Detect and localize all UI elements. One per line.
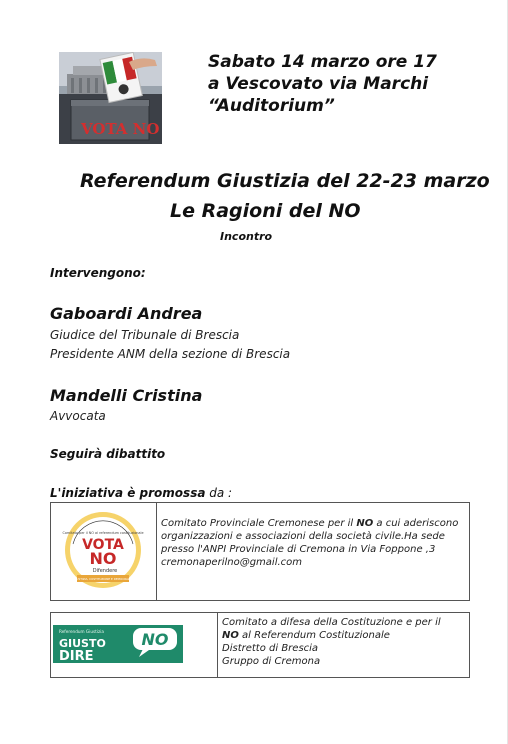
logo-giusto-text: GIUSTO bbox=[59, 637, 106, 650]
promoter-logo-cell bbox=[51, 503, 157, 600]
promoter-text-part: a cui aderiscono organizzazioni e associazioni della società civile.Ha sede presso l'ANPI Provinciale di Cremona in Via Foppone ,3 cremonaperilno@gmail.com bbox=[161, 518, 459, 568]
promoters-heading-suffix: da : bbox=[205, 486, 233, 500]
promoter-line bbox=[222, 629, 465, 642]
followup-text: Seguirà dibattito bbox=[50, 447, 166, 461]
poster-vota-no-text: VOTA NO bbox=[81, 120, 160, 138]
badge-no-text: NO bbox=[89, 549, 117, 568]
event-date-time: Sabato 14 marzo ore 17 bbox=[208, 52, 437, 72]
logo-dire-text: DIRE bbox=[59, 649, 94, 664]
speaker-role: Avvocata bbox=[50, 409, 106, 423]
vota-no-badge-logo bbox=[51, 503, 155, 600]
promoter-box bbox=[50, 612, 470, 678]
promoter-text-part: Comitato Provinciale Cremonese per il bbox=[161, 518, 357, 529]
promoter-description bbox=[218, 613, 469, 677]
event-venue: “Auditorium” bbox=[208, 96, 335, 116]
speaker-name: Mandelli Cristina bbox=[50, 386, 203, 405]
speakers-label: Intervengono: bbox=[50, 266, 146, 280]
speaker-role: Presidente ANM della sezione di Brescia bbox=[50, 347, 291, 361]
logo-no-bubble-text: NO bbox=[141, 630, 169, 649]
speaker-role: Giudice del Tribunale di Brescia bbox=[50, 328, 240, 342]
promoter-text-bold: NO bbox=[222, 630, 239, 641]
badge-vota-text: VOTA bbox=[82, 537, 124, 553]
vota-no-poster-image bbox=[59, 52, 162, 144]
badge-difendere-text: Difendere bbox=[92, 568, 118, 574]
promoter-line: Distretto di Brescia bbox=[222, 643, 319, 654]
promoter-description bbox=[157, 503, 469, 600]
giusto-dire-no-logo bbox=[51, 613, 216, 677]
promoter-text-part: al Referendum Costituzionale bbox=[238, 630, 390, 641]
promoter-box bbox=[50, 502, 470, 601]
speaker-name: Gaboardi Andrea bbox=[50, 304, 203, 323]
badge-top-text: Comitato per il NO al referendum costituzionale bbox=[62, 531, 144, 535]
logo-small-top-text: Referendum Giustizia bbox=[59, 629, 104, 634]
promoters-heading-bold: L'iniziativa è promossa bbox=[50, 486, 206, 500]
badge-band-text: GIUSTIZIA, COSTITUZIONE E DEMOCRAZIA bbox=[73, 577, 133, 581]
promoter-text-bold: NO bbox=[356, 518, 374, 529]
page-title: Referendum Giustizia del 22-23 marzo bbox=[80, 170, 490, 192]
promoters-heading bbox=[50, 486, 232, 500]
page-subtitle: Le Ragioni del NO bbox=[170, 200, 361, 222]
event-kind: Incontro bbox=[220, 230, 273, 243]
promoter-line: Gruppo di Cremona bbox=[222, 656, 321, 667]
event-location: a Vescovato via Marchi bbox=[208, 74, 429, 94]
promoter-logo-cell bbox=[51, 613, 218, 677]
promoter-line: Comitato a difesa della Costituzione e per il bbox=[222, 617, 441, 628]
